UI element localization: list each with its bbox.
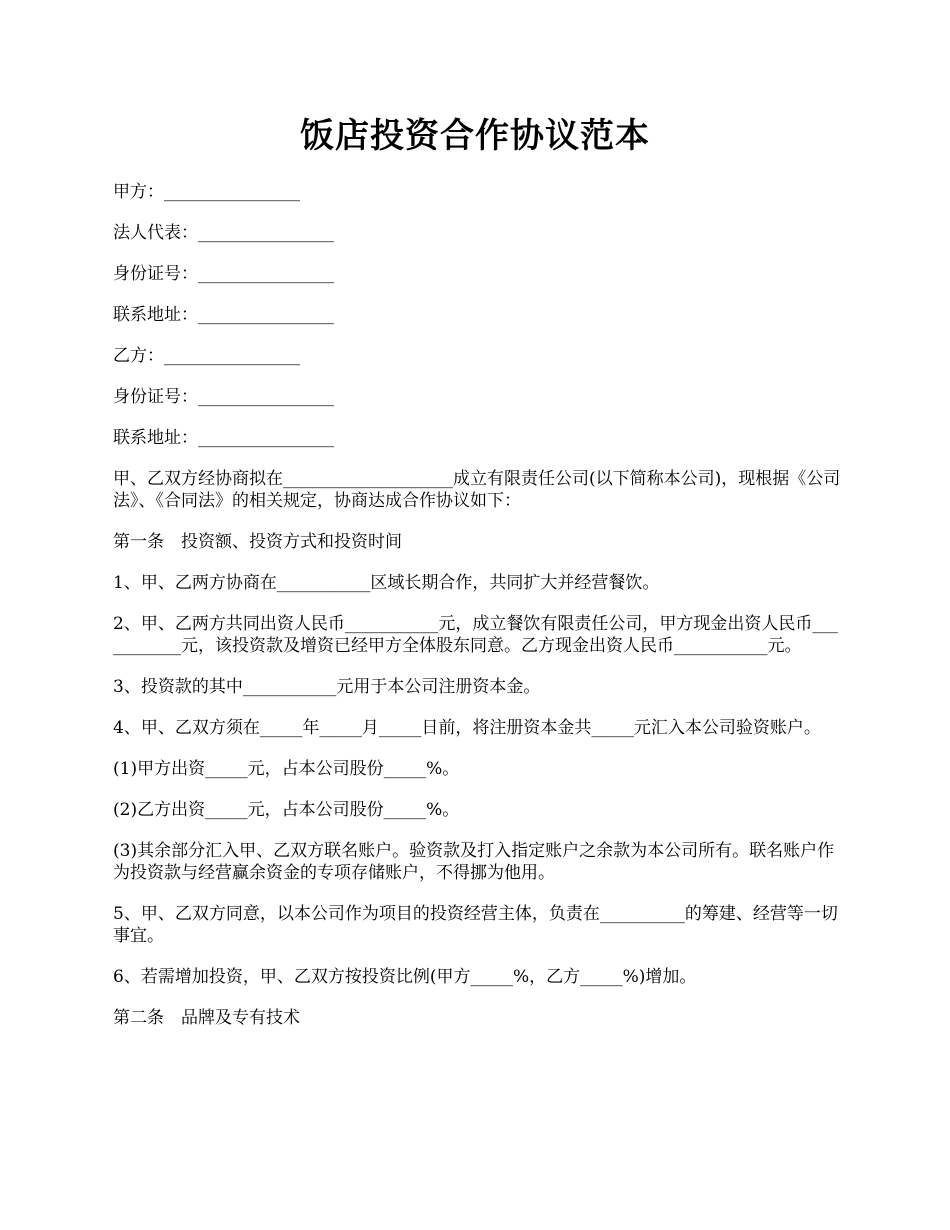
clause-5: 5、甲、乙双方同意，以本公司作为项目的投资经营主体，负责在__________的筹建、经营等一切事宜。 bbox=[113, 904, 838, 946]
article-two-heading: 第二条 品牌及专有技术 bbox=[113, 1008, 300, 1028]
party-b-address-field: 联系地址：________________ bbox=[113, 428, 334, 448]
party-a-field: 甲方：________________ bbox=[113, 182, 300, 202]
clause-3: 3、投资款的其中___________元用于本公司注册资本金。 bbox=[113, 677, 541, 697]
document-title: 饭店投资合作协议范本 bbox=[300, 116, 650, 156]
preamble-paragraph: 甲、乙双方经协商拟在____________________成立有限责任公司(以下简称本公司)，现根据《公司法》、《合同法》的相关规定，协商达成合作协议如下： bbox=[113, 469, 841, 511]
party-b-field: 乙方：________________ bbox=[113, 346, 300, 366]
clause-4-item-2: (2)乙方出资_____元，占本公司股份_____%。 bbox=[113, 800, 460, 820]
clause-1: 1、甲、乙两方协商在___________区域长期合作，共同扩大并经营餐饮。 bbox=[113, 573, 660, 593]
party-a-address-field: 联系地址：________________ bbox=[113, 305, 334, 325]
legal-representative-field: 法人代表：________________ bbox=[113, 223, 334, 243]
clause-4-item-3: (3)其余部分汇入甲、乙双方联名账户。验资款及打入指定账户之余款为本公司所有。联名账户作为投资款与经营赢余资金的专项存储账户，不得挪为他用。 bbox=[113, 841, 835, 883]
party-b-id-field: 身份证号：________________ bbox=[113, 387, 334, 407]
clause-2: 2、甲、乙两方共同出资人民币___________元，成立餐饮有限责任公司，甲方现金出资人民币___________元，该投资款及增资已经甲方全体股东同意。乙方现金出资人民币___________元。 bbox=[113, 614, 838, 656]
article-one-heading: 第一条 投资额、投资方式和投资时间 bbox=[113, 532, 402, 552]
clause-4: 4、甲、乙双方须在_____年_____月_____日前，将注册资本金共_____元汇入本公司验资账户。 bbox=[113, 718, 821, 738]
party-a-id-field: 身份证号：________________ bbox=[113, 264, 334, 284]
document-body bbox=[113, 181, 841, 1029]
clause-6: 6、若需增加投资，甲、乙双方按投资比例(甲方_____%，乙方_____%)增加。 bbox=[113, 967, 697, 987]
clause-4-item-1: (1)甲方出资_____元，占本公司股份_____%。 bbox=[113, 759, 460, 779]
